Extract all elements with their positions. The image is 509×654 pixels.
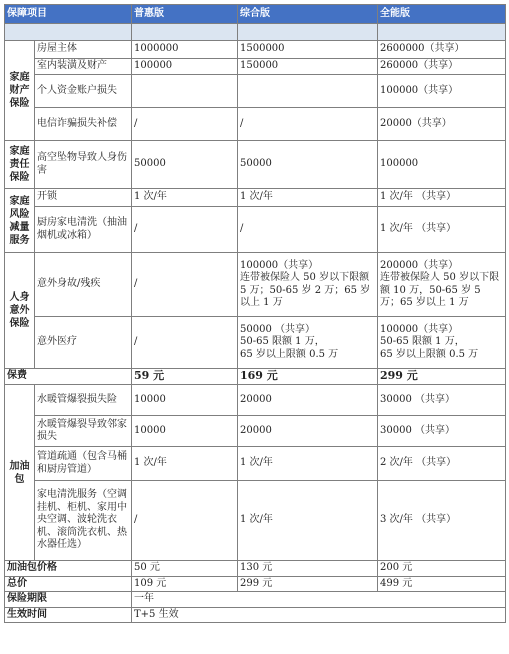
combo-note: 50-65 限额 1 万， <box>240 336 325 348</box>
category-accident: 人身意外保险 <box>5 253 35 369</box>
category-liability: 家庭责任保险 <box>5 141 35 189</box>
table-row <box>5 317 506 369</box>
premium-basic: 59 元 <box>132 369 238 385</box>
header-combo-plan: 综合版 <box>238 5 378 24</box>
addon-price-row <box>5 561 506 577</box>
combo-value: 50000 <box>238 141 378 189</box>
spacer-row <box>5 24 506 41</box>
combo-value: 1 次/年 <box>238 447 378 481</box>
combo-value <box>238 253 378 317</box>
combo-value: 1500000 <box>238 41 378 59</box>
item-label: 室内装潢及财产 <box>35 59 132 75</box>
basic-value: / <box>132 253 238 317</box>
item-label: 水暖管爆裂损失险 <box>35 385 132 416</box>
full-note-2: 65 岁以上限额 0.5 万 <box>380 348 479 360</box>
period-row <box>5 592 506 608</box>
basic-value: 50000 <box>132 141 238 189</box>
item-label: 开锁 <box>35 189 132 207</box>
effective-label: 生效时间 <box>5 607 132 623</box>
combo-value: 1 次/年 <box>238 189 378 207</box>
basic-value: / <box>132 481 238 561</box>
table-row <box>5 447 506 481</box>
combo-value <box>238 75 378 108</box>
period-label: 保险期限 <box>5 592 132 608</box>
category-addon: 加油包 <box>5 385 35 561</box>
table-row <box>5 189 506 207</box>
addon-price-label: 加油包价格 <box>5 561 132 577</box>
item-label: 高空坠物导致人身伤害 <box>35 141 132 189</box>
table-row <box>5 207 506 253</box>
combo-limit: 50000 （共享） <box>240 323 315 335</box>
category-risk: 家庭风险减量服务 <box>5 189 35 253</box>
full-value: 30000 （共享） <box>378 416 506 447</box>
addon-price-combo: 130 元 <box>238 561 378 577</box>
item-label: 厨房家电清洗（抽油烟机或冰箱） <box>35 207 132 253</box>
full-value: 3 次/年 （共享） <box>378 481 506 561</box>
full-value: 100000 <box>378 141 506 189</box>
basic-value <box>132 75 238 108</box>
table-row <box>5 253 506 317</box>
item-label: 电信诈骗损失补偿 <box>35 108 132 141</box>
header-row <box>5 5 506 24</box>
total-combo: 299 元 <box>238 576 378 592</box>
total-basic: 109 元 <box>132 576 238 592</box>
basic-value: / <box>132 108 238 141</box>
basic-value: 1 次/年 <box>132 189 238 207</box>
header-basic-plan: 普惠版 <box>132 5 238 24</box>
total-row <box>5 576 506 592</box>
table-row <box>5 416 506 447</box>
basic-value: 10000 <box>132 385 238 416</box>
item-label: 水暖管爆裂导致邻家损失 <box>35 416 132 447</box>
table-row <box>5 108 506 141</box>
full-value: 30000 （共享） <box>378 385 506 416</box>
full-value: 260000（共享） <box>378 59 506 75</box>
basic-value: / <box>132 317 238 369</box>
combo-value: 20000 <box>238 416 378 447</box>
period-value: 一年 <box>132 592 506 608</box>
table-row <box>5 59 506 75</box>
combo-limit: 100000（共享） <box>240 259 319 271</box>
combo-value: / <box>238 108 378 141</box>
full-note: 50-65 限额 1 万， <box>380 336 465 348</box>
table-row <box>5 385 506 416</box>
full-note: 连带被保险人 50 岁以下限额 10 万，50-65 岁 5 万；65 岁以上 1 万 <box>380 272 500 308</box>
total-label: 总价 <box>5 576 132 592</box>
full-limit: 200000（共享） <box>380 259 459 271</box>
full-limit: 100000（共享） <box>380 323 459 335</box>
full-value: 1 次/年 （共享） <box>378 189 506 207</box>
combo-value: 20000 <box>238 385 378 416</box>
basic-value: 100000 <box>132 59 238 75</box>
full-value: 2 次/年 （共享） <box>378 447 506 481</box>
table-row <box>5 481 506 561</box>
addon-price-basic: 50 元 <box>132 561 238 577</box>
total-full: 499 元 <box>378 576 506 592</box>
insurance-comparison-table <box>4 4 506 623</box>
item-label: 房屋主体 <box>35 41 132 59</box>
full-value: 100000（共享） <box>378 75 506 108</box>
table-row <box>5 75 506 108</box>
item-label: 个人资金账户损失 <box>35 75 132 108</box>
full-value: 1 次/年 （共享） <box>378 207 506 253</box>
basic-value: 1 次/年 <box>132 447 238 481</box>
header-full-plan: 全能版 <box>378 5 506 24</box>
basic-value: 10000 <box>132 416 238 447</box>
full-value: 20000（共享） <box>378 108 506 141</box>
header-coverage-item: 保障项目 <box>5 5 132 24</box>
effective-value: T+5 生效 <box>132 607 506 623</box>
category-property: 家庭财产保险 <box>5 41 35 141</box>
item-label: 家电清洗服务（空调挂机、柜机、家用中央空调、波轮洗衣机、滚筒洗衣机、热水器任选） <box>35 481 132 561</box>
basic-value: 1000000 <box>132 41 238 59</box>
item-label: 管道疏通（包含马桶和厨房管道） <box>35 447 132 481</box>
premium-full: 299 元 <box>378 369 506 385</box>
full-value <box>378 317 506 369</box>
table-row <box>5 141 506 189</box>
combo-value: 1 次/年 <box>238 481 378 561</box>
full-value <box>378 253 506 317</box>
premium-combo: 169 元 <box>238 369 378 385</box>
combo-value: 150000 <box>238 59 378 75</box>
premium-label: 保费 <box>5 369 132 385</box>
item-label: 意外身故/残疾 <box>35 253 132 317</box>
table-row <box>5 41 506 59</box>
premium-row <box>5 369 506 385</box>
basic-value: / <box>132 207 238 253</box>
combo-value: / <box>238 207 378 253</box>
full-value: 2600000（共享） <box>378 41 506 59</box>
addon-price-full: 200 元 <box>378 561 506 577</box>
combo-value <box>238 317 378 369</box>
effective-row <box>5 607 506 623</box>
combo-note-2: 65 岁以上限额 0.5 万 <box>240 348 339 360</box>
combo-note: 连带被保险人 50 岁以下限额 5 万；50-65 岁 2 万；65 岁以上 1 万 <box>240 272 371 308</box>
item-label: 意外医疗 <box>35 317 132 369</box>
